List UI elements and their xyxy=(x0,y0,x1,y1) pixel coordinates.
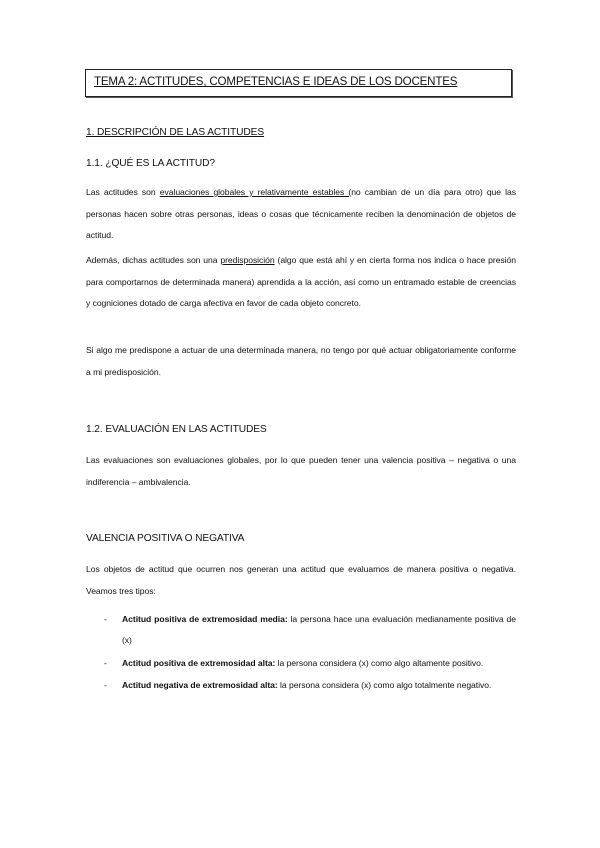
list-dash: - xyxy=(104,657,107,668)
list-item-text: la persona hace una evaluación medianamente positiva de (x) xyxy=(122,614,517,645)
paragraph-predisposicion-before: Además, dichas actitudes son una xyxy=(86,255,221,265)
paragraph-predispone: Si algo me predispone a actuar de una determinada manera, no tengo por qué actuar obligatoriamente conforme a mi predisposición. xyxy=(86,345,516,377)
list-item-term: Actitud positiva de extremosidad alta: xyxy=(122,657,276,668)
heading-valencia: VALENCIA POSITIVA O NEGATIVA xyxy=(86,533,245,544)
attitude-types-list xyxy=(86,609,516,698)
paragraph-definicion xyxy=(86,182,516,247)
list-item-term: Actitud negativa de extremosidad alta: xyxy=(122,680,278,691)
list-item-text: la persona considera (x) como algo totalmente negativo. xyxy=(277,680,492,691)
list-item xyxy=(86,653,516,674)
list-item xyxy=(86,675,516,696)
paragraph-definicion-after: no cambian de un día para otro) que las personas hacen sobre otras personas, ideas o cosas que técnicamente reciben la denominación de objetos de actitud. xyxy=(86,187,516,240)
list-item-term: Actitud positiva de extremosidad media: xyxy=(122,614,288,624)
paragraph-definicion-underlined: evaluaciones globales y relativamente estables ( xyxy=(159,187,352,197)
list-dash: - xyxy=(104,614,107,624)
section-heading-descripcion: 1. DESCRIPCIÓN DE LAS ACTITUDES xyxy=(86,127,265,138)
paragraph-predisposicion xyxy=(86,250,516,315)
subsection-heading-evaluacion: 1.2. EVALUACIÓN EN LAS ACTITUDES xyxy=(86,424,267,435)
subsection-heading-que-es: 1.1. ¿QUÉ ES LA ACTITUD? xyxy=(86,158,215,169)
paragraph-objetos: Los objetos de actitud que ocurren nos generan una actitud que evaluamos de manera positiva o negativa. Veamos tres tipos: xyxy=(86,564,516,596)
paragraph-predisposicion-after: (algo que está ahí y en cierta forma nos indica o hace presión para comportarnos de determinada manera) aprendida a la acción, así como un entramado estable de creencias y cogniciones dotado de carga afectiva en favor de cada objeto concreto. xyxy=(86,255,516,308)
paragraph-evaluaciones: Las evaluaciones son evaluaciones globales, por lo que pueden tener una valencia positiva – negativa o una indiferencia – ambivalencia. xyxy=(86,455,516,487)
list-item-text: la persona considera (x) como algo altamente positivo. xyxy=(275,657,484,668)
list-item xyxy=(86,609,516,651)
paragraph-predisposicion-underlined: predisposición xyxy=(220,255,275,265)
list-dash: - xyxy=(104,680,107,691)
document-title: TEMA 2: ACTITUDES, COMPETENCIAS E IDEAS DE LOS DOCENTES xyxy=(94,75,458,88)
title-box xyxy=(85,69,512,97)
paragraph-definicion-before: Las actitudes son xyxy=(86,187,160,197)
